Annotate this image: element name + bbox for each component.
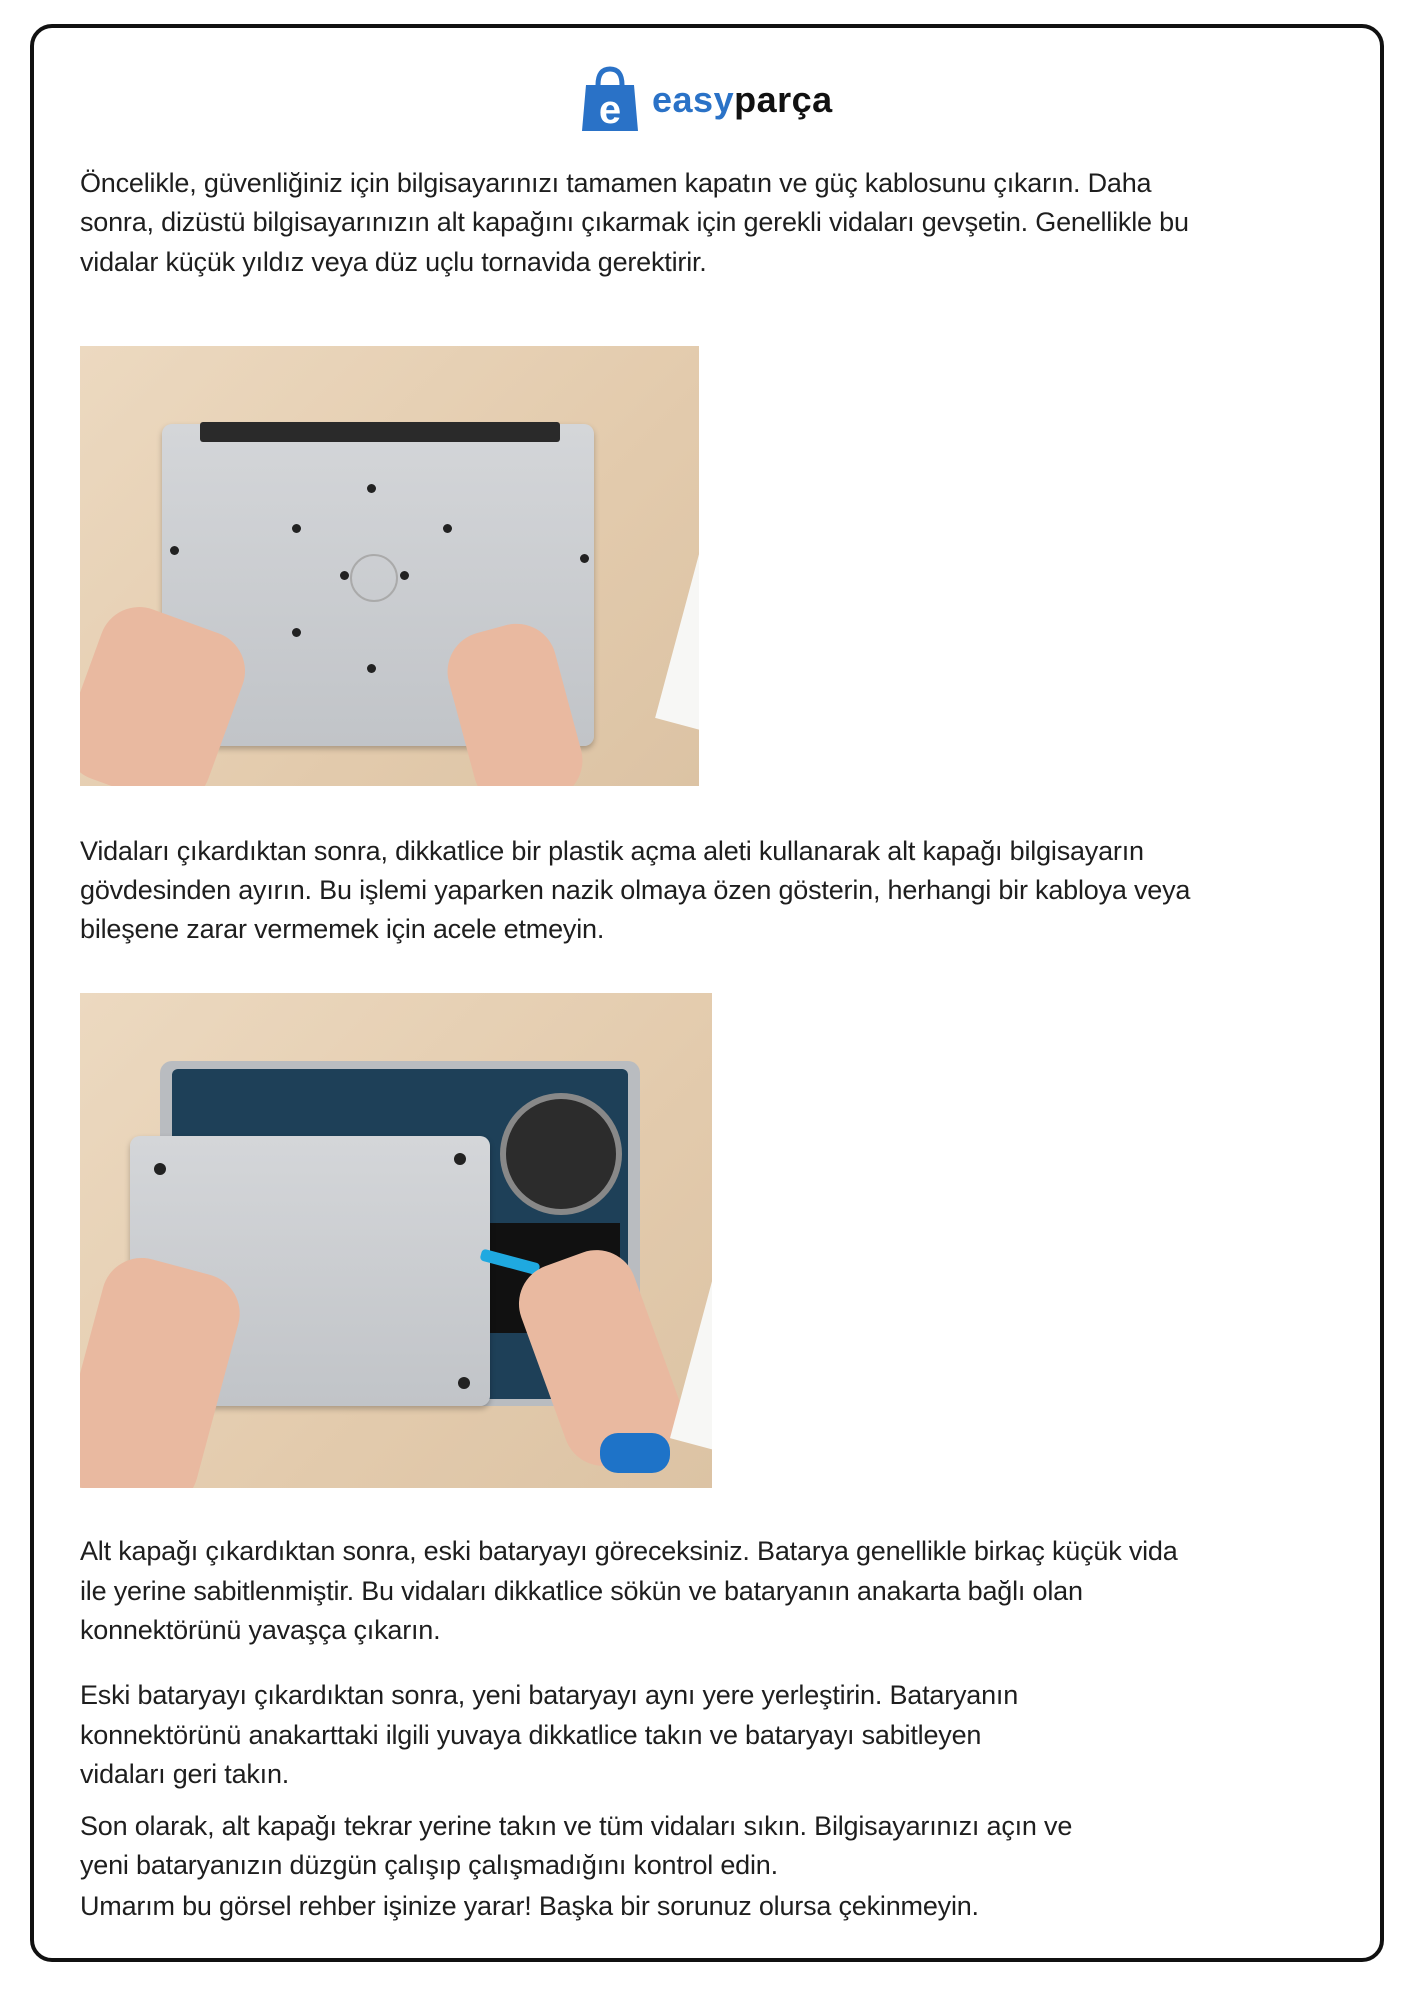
paragraph-5-line: yeni bataryanızın düzgün çalışıp çalışmadığını kontrol edin.	[80, 1850, 778, 1880]
paragraph-3-line: Alt kapağı çıkardıktan sonra, eski bataryayı göreceksiniz. Batarya genellikle birkaç küçük vida	[80, 1536, 1178, 1566]
remove-cover-photo	[80, 993, 712, 1488]
paragraph-2-line: Vidaları çıkardıktan sonra, dikkatlice bir plastik açma aleti kullanarak alt kapağı bilgisayarın	[80, 836, 1144, 866]
paragraph-2-line: bileşene zarar vermemek için acele etmeyin.	[80, 914, 605, 944]
logo-text-easy: easy	[652, 79, 735, 120]
paragraph-5-line: Son olarak, alt kapağı tekrar yerine takın ve tüm vidaları sıkın. Bilgisayarınızı açın ve	[80, 1811, 1073, 1841]
paragraph-3-line: konnektörünü yavaşça çıkarın.	[80, 1615, 441, 1645]
svg-text:e: e	[598, 88, 622, 132]
paragraph-5-line: Umarım bu görsel rehber işinize yarar! Başka bir sorunuz olursa çekinmeyin.	[80, 1891, 979, 1921]
paragraph-4-line: Eski bataryayı çıkardıktan sonra, yeni bataryayı aynı yere yerleştirin. Bataryanın	[80, 1680, 1019, 1710]
easyparca-logo	[580, 60, 850, 140]
logo-text-parca: parça	[734, 79, 833, 120]
paragraph-4-line: konnektörünü anakarttaki ilgili yuvaya dikkatlice takın ve bataryayı sabitleyen	[80, 1720, 982, 1750]
paragraph-1-line: sonra, dizüstü bilgisayarınızın alt kapağını çıkarmak için gerekli vidaları gevşetin. Genellikle bu	[80, 207, 1189, 237]
paragraph-1-line: Öncelikle, güvenliğiniz için bilgisayarınızı tamamen kapatın ve güç kablosunu çıkarın. Daha	[80, 168, 1152, 198]
shopping-bag-icon	[580, 65, 640, 135]
paragraph-3-line: ile yerine sabitlenmiştir. Bu vidaları dikkatlice sökün ve bataryanın anakarta bağlı olan	[80, 1576, 1083, 1606]
paragraph-4-line: vidaları geri takın.	[80, 1759, 290, 1789]
paragraph-2-line: gövdesinden ayırın. Bu işlemi yaparken nazik olmaya özen gösterin, herhangi bir kabloya veya	[80, 875, 1191, 905]
paragraph-1-line: vidalar küçük yıldız veya düz uçlu tornavida gerektirir.	[80, 247, 707, 277]
laptop-screws-photo	[80, 346, 699, 786]
